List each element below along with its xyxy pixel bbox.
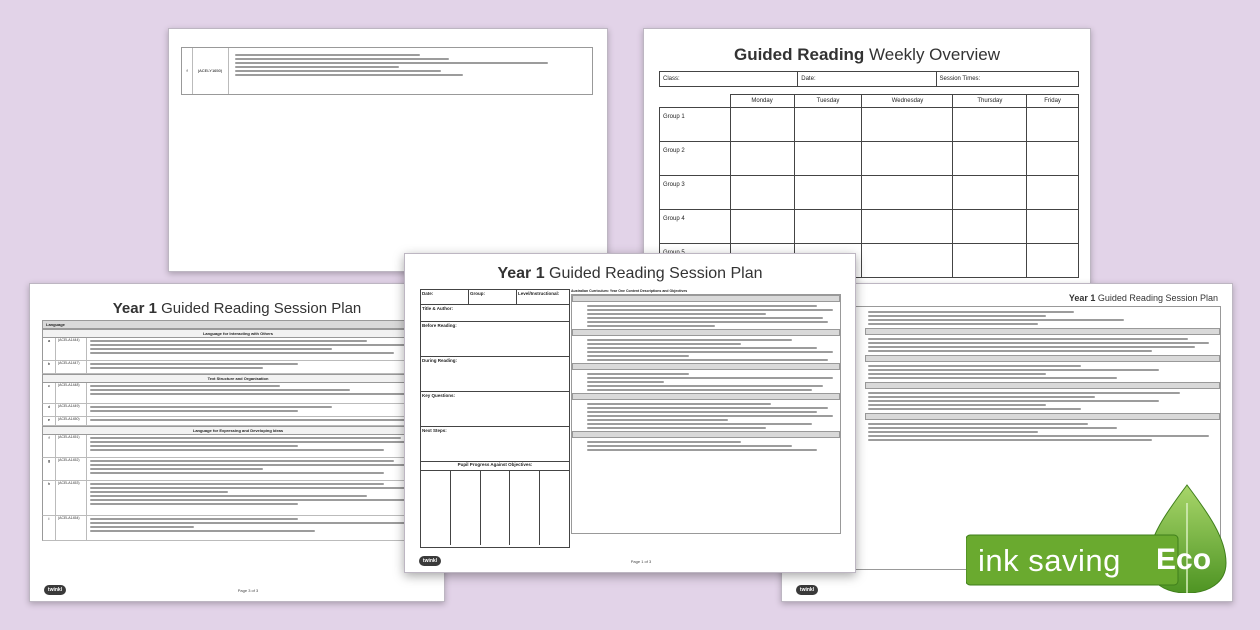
date-field: Date: [798, 72, 936, 87]
row-letter: c [43, 383, 56, 403]
row-letter: g [43, 458, 56, 480]
weekly-grid [659, 94, 1079, 278]
plan-left-title [30, 300, 444, 317]
twinkl-logo: twinkl [796, 585, 818, 595]
sub-interacting: Language for Interacting with Others [42, 329, 434, 338]
row-code: (ACELA1449) [56, 404, 87, 416]
sub-expressing: Language for Expressing and Developing Ideas [42, 426, 434, 435]
sub-text-structure: Text Structure and Organisation [42, 374, 434, 383]
pupil-progress-cell: Pupil Progress Against Objectives: [421, 462, 569, 471]
group-label: Group 1 [660, 108, 731, 142]
plan-left-title-bold: Year 1 [112, 300, 157, 317]
row-code: (ACELA1447) [56, 361, 87, 373]
weekly-title [644, 45, 1090, 65]
day-header: Thursday [953, 95, 1027, 108]
row-code: (ACELA1451) [56, 435, 87, 457]
weekly-title-bold: Guided Reading [733, 45, 865, 64]
objectives-header: Australian Curriculum: Year One Content Descriptions and Objectives [571, 289, 688, 293]
row-code: (ACELA1448) [56, 383, 87, 403]
day-header: Wednesday [862, 95, 953, 108]
group-label: Group 2 [660, 142, 731, 176]
ink-saving-label: ink saving [978, 543, 1121, 578]
row-letter: e [43, 417, 56, 425]
before-reading-cell: Before Reading: [421, 322, 569, 357]
row-letter: h [43, 481, 56, 515]
page-number: Page 3 of 3 [237, 587, 259, 593]
plan-center-title [405, 265, 855, 283]
row-letter: d [43, 404, 56, 416]
session-times-field: Session Times: [936, 72, 1078, 87]
objectives-panel [571, 289, 841, 546]
day-header: Friday [1027, 95, 1079, 108]
page-weekly-overview [643, 28, 1091, 285]
group-label: Group 4 [660, 210, 731, 244]
row-letter: i [43, 516, 56, 540]
twinkl-logo: twinkl [419, 556, 441, 566]
plan-left-footer [44, 585, 430, 595]
day-header: Tuesday [794, 95, 862, 108]
section-language: Language [42, 320, 434, 329]
class-field: Class: [660, 72, 798, 87]
page-session-plan-center [404, 253, 856, 573]
row-code: (ACELA1454) [56, 516, 87, 540]
row-letter: b [43, 361, 56, 373]
page-top-left [168, 28, 608, 272]
next-steps-cell: Next Steps: [421, 427, 569, 462]
ink-saving-badge [966, 483, 1236, 593]
objectives-table [181, 47, 593, 95]
session-form [420, 289, 570, 548]
page-session-plan-left [29, 283, 445, 602]
plan-right-title-bold: Year 1 [1068, 293, 1096, 303]
eco-label: Eco [1156, 543, 1212, 576]
date-cell: Date: [421, 290, 469, 304]
twinkl-logo: twinkl [44, 585, 66, 595]
plan-center-title-rest: Guided Reading Session Plan [544, 265, 763, 282]
level-cell: Level/Instructional: [518, 291, 560, 296]
row-code: (ACELA1444) [56, 338, 87, 360]
plan-center-title-bold: Year 1 [497, 265, 545, 282]
row-letter: f [182, 48, 193, 94]
group-cell: Group: [469, 290, 517, 304]
plan-right-title [1069, 293, 1218, 303]
plan-right-title-rest: Guided Reading Session Plan [1095, 293, 1218, 303]
title-author-cell: Title & Author: [421, 305, 569, 322]
row-code: (ACELA1453) [56, 481, 87, 515]
plan-left-title-rest: Guided Reading Session Plan [156, 300, 362, 317]
key-questions-cell: Key Questions: [421, 392, 569, 427]
weekly-title-rest: Weekly Overview [864, 45, 1001, 64]
weekly-header-table [659, 71, 1079, 87]
row-code: (ACELA1450) [56, 417, 87, 425]
row-letter: a [43, 338, 56, 360]
day-header: Monday [730, 95, 794, 108]
plan-center-footer [419, 556, 841, 566]
row-letter: f [43, 435, 56, 457]
row-code: (ACELA1452) [56, 458, 87, 480]
during-reading-cell: During Reading: [421, 357, 569, 392]
page-number: Page 1 of 3 [630, 558, 652, 564]
row-code: (ACELY1650) [192, 48, 229, 94]
plan-left-table [42, 320, 434, 541]
group-label: Group 3 [660, 176, 731, 210]
